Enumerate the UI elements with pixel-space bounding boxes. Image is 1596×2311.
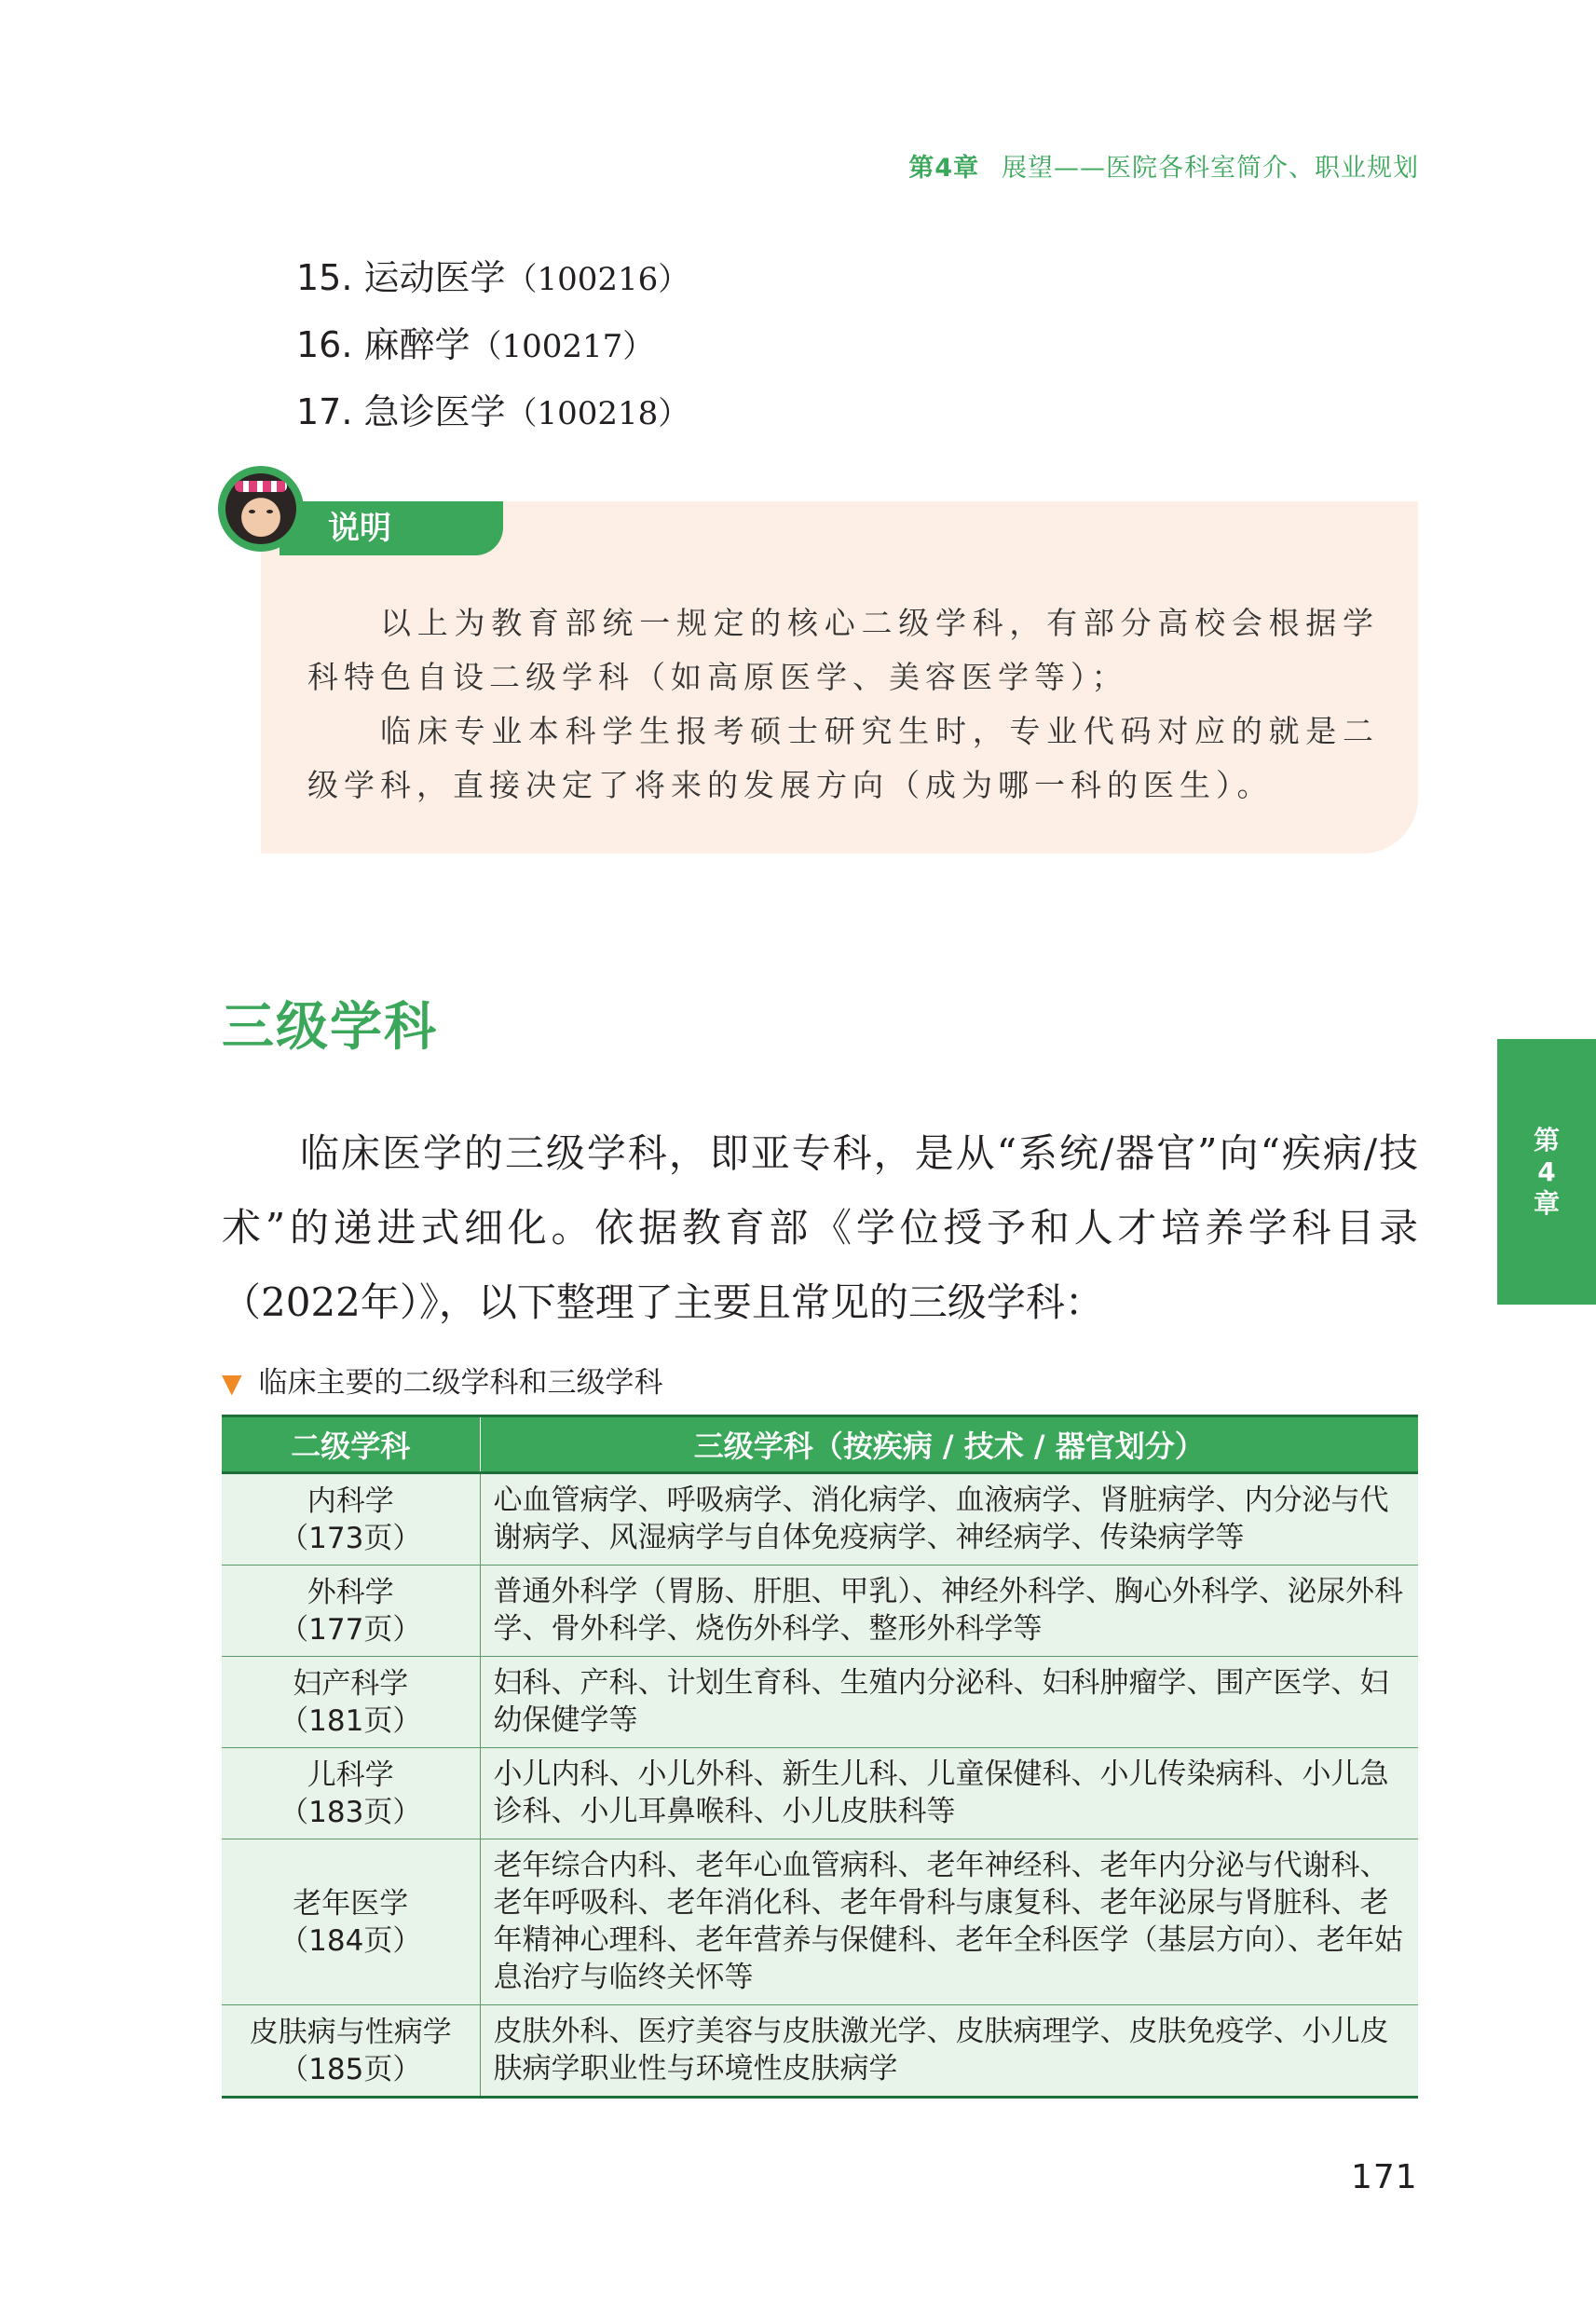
subject-name: 皮肤病与性病学 xyxy=(249,2015,452,2049)
table-cell-content: 老年综合内科、老年心血管病科、老年神经科、老年内分泌与代谢科、老年呼吸科、老年消化科、老年骨科与康复科、老年泌尿与肾脏科、老年精神心理科、老年营养与保健科、老年全科医学（基层方向）、老年姑息治疗与临终关怀等 xyxy=(480,1839,1418,2005)
subject-page: （181页） xyxy=(280,1703,422,1738)
chapter-tab-line: 第 xyxy=(1533,1124,1560,1156)
note-paragraph: 临床专业本科学生报考硕士研究生时，专业代码对应的就是二级学科，直接决定了将来的发展方向（成为哪一科的医生）。 xyxy=(307,713,1379,803)
subject-table xyxy=(222,1415,1418,2099)
header-title: 展望——医院各科室简介、职业规划 xyxy=(1002,154,1419,183)
list-item xyxy=(296,378,689,445)
subject-page: （177页） xyxy=(280,1612,422,1647)
list-item-code: （100218） xyxy=(505,395,690,432)
note-title: 说明 xyxy=(328,510,391,547)
chapter-side-tab xyxy=(1497,1039,1596,1305)
subject-page: （185页） xyxy=(280,2052,422,2086)
subject-name: 老年医学 xyxy=(293,1886,409,1921)
avatar-icon xyxy=(218,466,304,552)
table-caption-text: 临床主要的二级学科和三级学科 xyxy=(258,1366,663,1400)
list-item-code: （100217） xyxy=(470,328,655,365)
table-cell-subject xyxy=(222,1748,480,1839)
subject-name: 妇产科学 xyxy=(293,1666,409,1701)
table-cell-subject xyxy=(222,1473,480,1566)
list-item-label: 15. 运动医学 xyxy=(296,257,506,298)
running-header xyxy=(908,147,1419,184)
table-row xyxy=(222,1566,1418,1657)
list-item-label: 17. 急诊医学 xyxy=(296,391,506,432)
subject-name: 内科学 xyxy=(307,1484,394,1518)
subject-page: （183页） xyxy=(280,1795,422,1829)
list-item xyxy=(296,244,689,311)
section-intro: 临床医学的三级学科，即亚专科，是从“系统/器官”向“疾病/技术”的递进式细化。依据教育部《学位授予和人才培养学科目录（2022年）》，以下整理了主要且常见的三级学科： xyxy=(222,1130,1418,1325)
list-item xyxy=(296,311,689,378)
table-row xyxy=(222,1839,1418,2005)
table-cell-content: 小儿内科、小儿外科、新生儿科、儿童保健科、小儿传染病科、小儿急诊科、小儿耳鼻喉科、小儿皮肤科等 xyxy=(480,1748,1418,1839)
table-cell-subject xyxy=(222,2005,480,2098)
table-caption xyxy=(222,1359,663,1401)
page-number: 171 xyxy=(1351,2158,1418,2196)
chapter-tab-line: 4 xyxy=(1537,1156,1556,1187)
table-row xyxy=(222,2005,1418,2098)
chapter-tab-line: 章 xyxy=(1533,1187,1560,1219)
section-title: 三级学科 xyxy=(222,997,438,1058)
subject-page: （173页） xyxy=(280,1521,422,1555)
subject-page: （184页） xyxy=(280,1923,422,1958)
triangle-down-icon: ▼ xyxy=(222,1368,242,1399)
table-cell-content: 妇科、产科、计划生育科、生殖内分泌科、妇科肿瘤学、围产医学、妇幼保健学等 xyxy=(480,1657,1418,1748)
table-cell-subject xyxy=(222,1839,480,2005)
subject-name: 外科学 xyxy=(307,1575,394,1609)
note-body xyxy=(307,596,1379,813)
table-row xyxy=(222,1473,1418,1566)
table-cell-content: 普通外科学（胃肠、肝胆、甲乳）、神经外科学、胸心外科学、泌尿外科学、骨外科学、烧伤外科学、整形外科学等 xyxy=(480,1566,1418,1657)
table-cell-content: 心血管病学、呼吸病学、消化病学、血液病学、肾脏病学、内分泌与代谢病学、风湿病学与自体免疫病学、神经病学、传染病学等 xyxy=(480,1473,1418,1566)
list-item-label: 16. 麻醉学 xyxy=(296,324,471,365)
header-chapter: 第4章 xyxy=(908,154,979,183)
subject-list xyxy=(296,244,689,445)
table-cell-content: 皮肤外科、医疗美容与皮肤激光学、皮肤病理学、皮肤免疫学、小儿皮肤病学职业性与环境性皮肤病学 xyxy=(480,2005,1418,2098)
note-paragraph: 以上为教育部统一规定的核心二级学科，有部分高校会根据学科特色自设二级学科（如高原医学、美容医学等）； xyxy=(307,605,1379,695)
table-cell-subject xyxy=(222,1657,480,1748)
table-row xyxy=(222,1657,1418,1748)
table-header-row xyxy=(222,1416,1418,1473)
table-header-cell: 三级学科（按疾病 / 技术 / 器官划分） xyxy=(480,1416,1418,1473)
table-row xyxy=(222,1748,1418,1839)
note-title-tab xyxy=(280,501,503,555)
table-cell-subject xyxy=(222,1566,480,1657)
subject-name: 儿科学 xyxy=(307,1757,394,1792)
list-item-code: （100216） xyxy=(505,261,690,298)
table-header-cell: 二级学科 xyxy=(222,1416,480,1473)
